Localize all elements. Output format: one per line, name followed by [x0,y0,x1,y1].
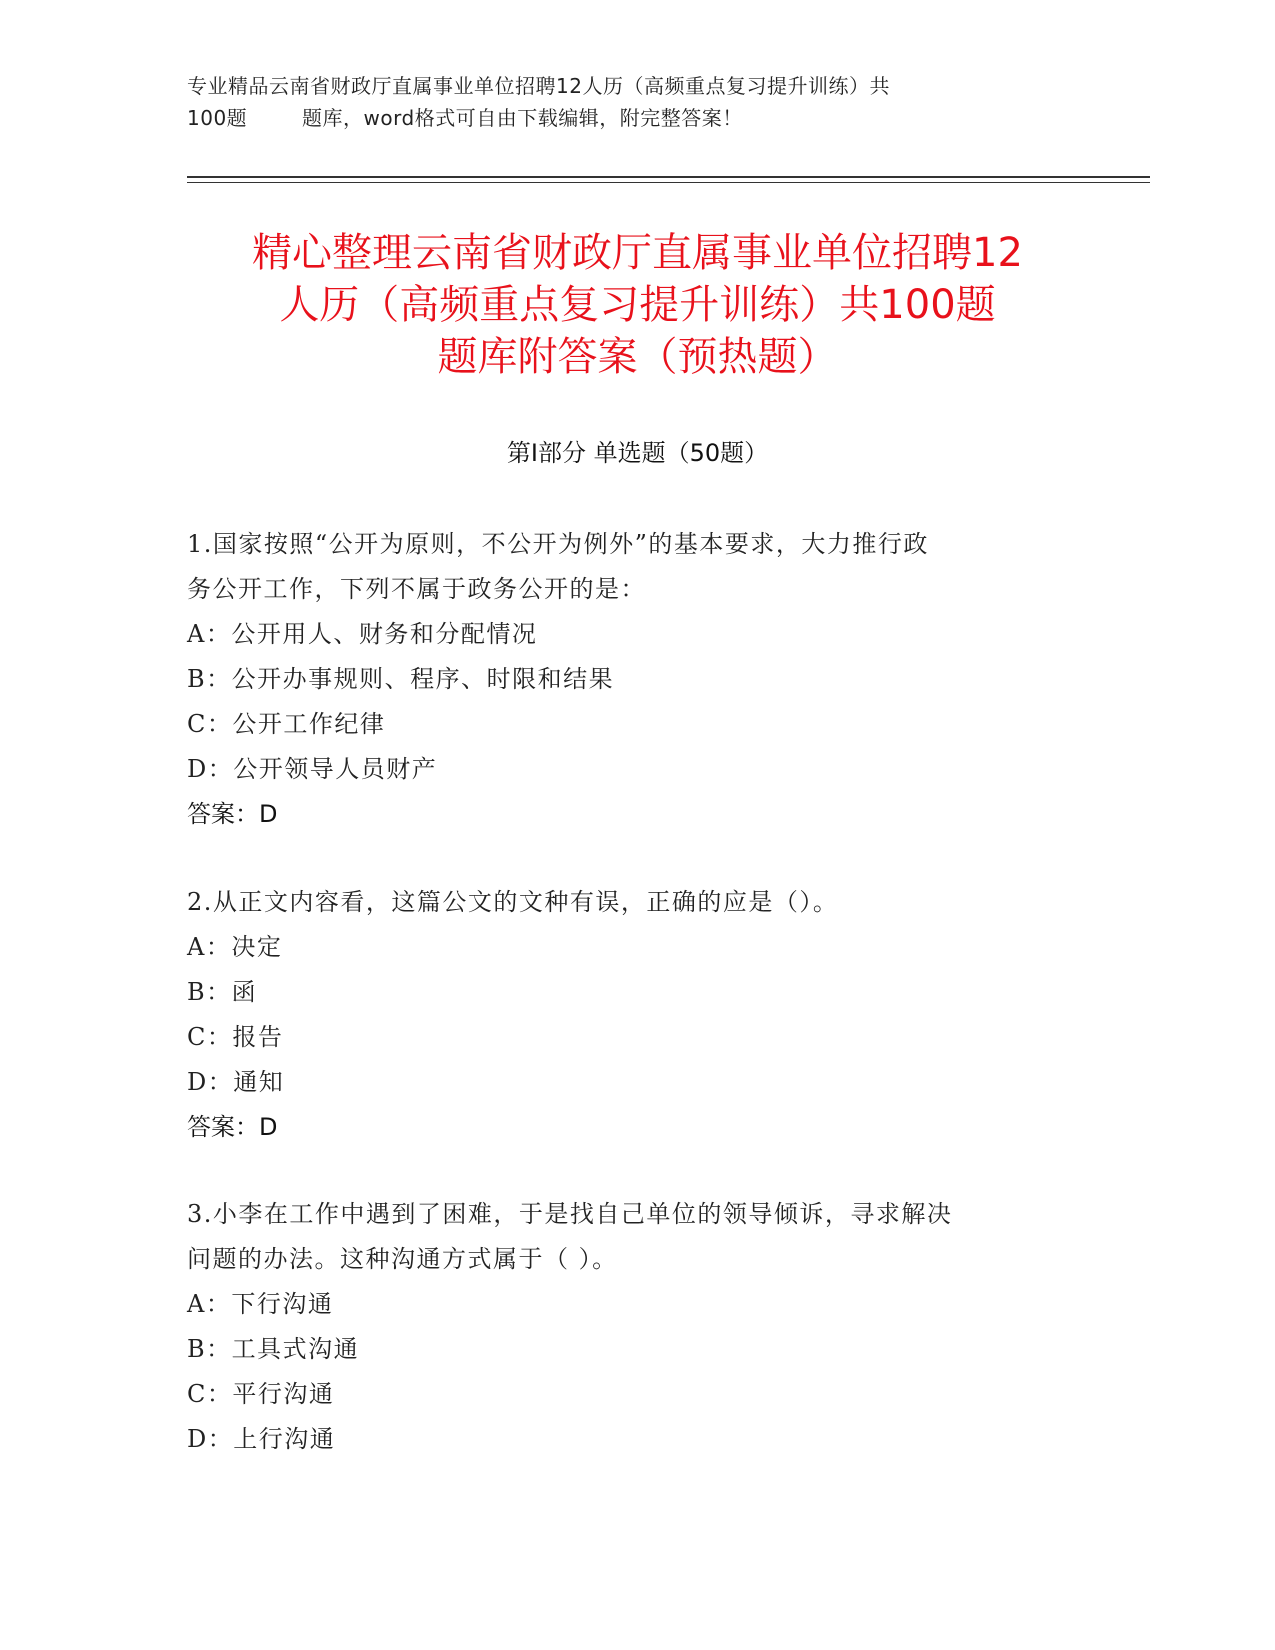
question-2-option-b: B：函 [187,978,258,1006]
question-1 [187,522,1067,837]
question-1-option-b: B：公开办事规则、程序、时限和结果 [187,665,615,693]
question-3-option-c: C：平行沟通 [187,1380,335,1408]
question-1-option-a: A：公开用人、财务和分配情况 [187,620,538,648]
question-2 [187,880,1067,1150]
question-2-option-c: C：报告 [187,1023,284,1051]
header-note [187,70,1067,134]
question-2-answer: 答案：D [187,1113,278,1141]
question-2-option-d: D：通知 [187,1068,285,1096]
question-1-stem-line-1: 1.国家按照“公开为原则，不公开为例外”的基本要求，大力推行政 [187,530,929,558]
question-3-option-d: D：上行沟通 [187,1425,336,1453]
question-1-answer: 答案：D [187,800,278,828]
document-title-line-2: 人历（高频重点复习提升训练）共100题 [279,282,996,328]
question-1-option-c: C：公开工作纪律 [187,710,386,738]
section-heading: 第Ⅰ部分 单选题（50题） [506,439,769,467]
question-3-stem-line-1: 3.小李在工作中遇到了困难，于是找自己单位的领导倾诉，寻求解决 [187,1200,953,1228]
question-1-stem-line-2: 务公开工作，下列不属于政务公开的是： [187,575,646,603]
document-title-line-3: 题库附答案（预热题） [437,334,838,380]
question-2-stem-line-1: 2.从正文内容看，这篇公文的文种有误，正确的应是（）。 [187,888,839,916]
question-1-option-d: D：公开领导人员财产 [187,755,438,783]
header-note-line-1: 专业精品云南省财政厅直属事业单位招聘12人历（高频重点复习提升训练）共 [187,74,890,98]
question-3-option-a: A：下行沟通 [187,1290,334,1318]
question-3-option-b: B：工具式沟通 [187,1335,360,1363]
question-2-option-a: A：决定 [187,933,283,961]
header-divider-thick [187,176,1150,178]
document-title-line-1: 精心整理云南省财政厅直属事业单位招聘12 [252,230,1023,276]
header-note-line-2: 100题 题库，word格式可自由下载编辑，附完整答案！ [187,106,743,130]
document-title [170,227,1105,383]
question-3 [187,1192,1067,1462]
header-divider-thin [187,182,1150,183]
question-3-stem-line-2: 问题的办法。这种沟通方式属于（ ）。 [187,1245,618,1273]
